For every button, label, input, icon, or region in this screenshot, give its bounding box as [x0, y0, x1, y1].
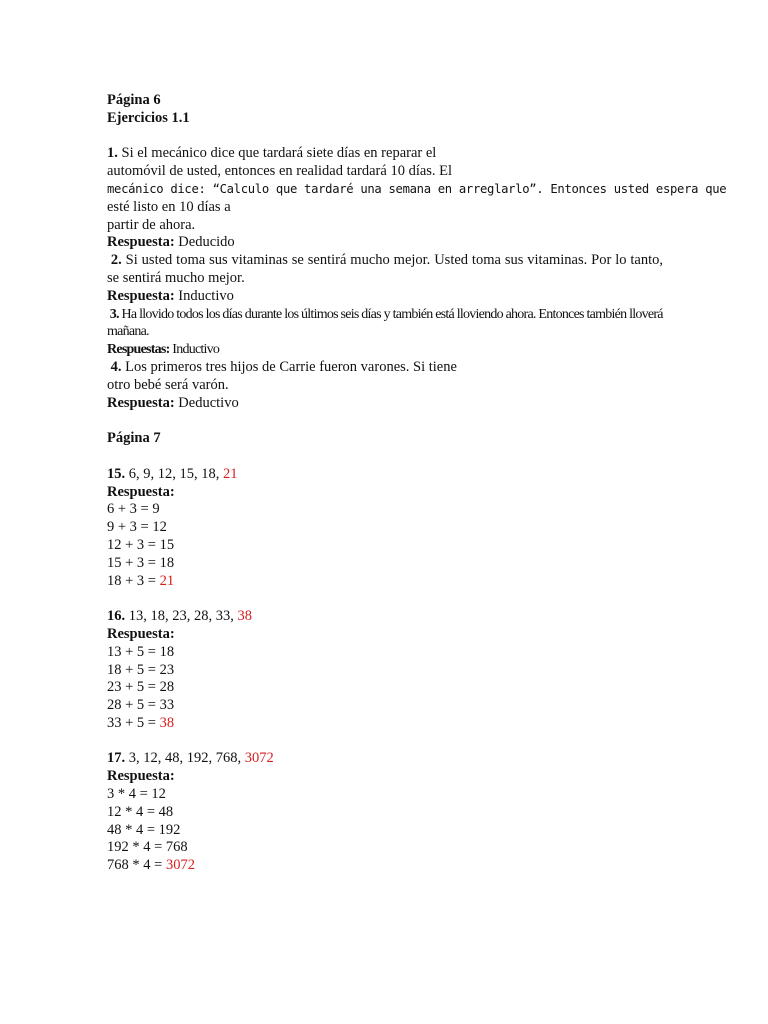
q16-result: 38 [237, 608, 252, 625]
q15-step: 15 + 3 = 18 [107, 554, 175, 571]
q16-last-step: 33 + 5 = 38 [107, 714, 175, 731]
q15-step: 6 + 3 = 9 [107, 501, 160, 518]
q1-number: 1. [107, 145, 118, 162]
q17-answer-label: Respuesta: [107, 768, 175, 785]
q15-answer-label: Respuesta: [107, 483, 175, 500]
q17-sequence: 17. 3, 12, 48, 192, 768, 3072 [107, 750, 274, 767]
q1-line-5: partir de ahora. [107, 216, 196, 233]
q2-answer: Respuesta: Inductivo [107, 287, 234, 304]
q4-number: 4. [110, 358, 122, 375]
document-content [107, 92, 727, 875]
q17-step: 192 * 4 = 768 [107, 839, 188, 856]
q4-line-2: otro bebé será varón. [107, 376, 229, 393]
q16-step: 23 + 5 = 28 [107, 679, 175, 696]
q16-sequence: 16. 13, 18, 23, 28, 33, 38 [107, 608, 252, 625]
q3-answer: Respuestas: Inductivo [107, 342, 220, 358]
q15-step: 12 + 3 = 15 [107, 536, 175, 553]
page-7-heading: Página 7 [107, 430, 161, 447]
q1-answer: Respuesta: Deducido [107, 234, 235, 251]
q15-last-step: 18 + 3 = 21 [107, 572, 175, 589]
q16-answer-label: Respuesta: [107, 625, 175, 642]
q4-line-1: 4. Los primeros tres hijos de Carrie fueron varones. Si tiene [110, 358, 457, 375]
q1-line-3: mecánico dice: “Calculo que tardaré una semana en arreglarlo”. Entonces usted espera que [107, 181, 727, 196]
q17-step: 12 * 4 = 48 [107, 803, 174, 820]
page-6-heading: Página 6 [107, 92, 161, 108]
q3-number: 3. [109, 306, 119, 322]
q17-last-step: 768 * 4 = 3072 [107, 857, 195, 874]
q17-result: 3072 [244, 750, 274, 767]
q16-step: 18 + 5 = 23 [107, 661, 175, 678]
q4-answer: Respuesta: Deductivo [107, 394, 239, 411]
exercises-heading: Ejercicios 1.1 [107, 109, 190, 126]
q1-line-1: 1. Si el mecánico dice que tardará siete días en reparar el [107, 145, 437, 162]
q1-line-4: esté listo en 10 días a [107, 198, 231, 215]
q2-number: 2. [110, 252, 122, 269]
q15-step: 9 + 3 = 12 [107, 519, 167, 536]
q3-text: 3. Ha llovido todos los días durante los últimos seis días y también está lloviendo ahora. Entonces también lloverá mañana. [107, 306, 663, 340]
q16-step: 13 + 5 = 18 [107, 643, 175, 660]
q2-text: 2. Si usted toma sus vitaminas se sentirá mucho mejor. Usted toma sus vitaminas. Por lo tanto, se sentirá mucho mejor. [107, 252, 663, 286]
q15-result: 21 [223, 465, 238, 482]
q17-step: 3 * 4 = 12 [107, 786, 166, 803]
q16-step: 28 + 5 = 33 [107, 697, 175, 714]
q17-step: 48 * 4 = 192 [107, 821, 181, 838]
q15-sequence: 15. 6, 9, 12, 15, 18, 21 [107, 465, 238, 482]
q1-line-2: automóvil de usted, entonces en realidad tardará 10 días. El [107, 163, 453, 180]
